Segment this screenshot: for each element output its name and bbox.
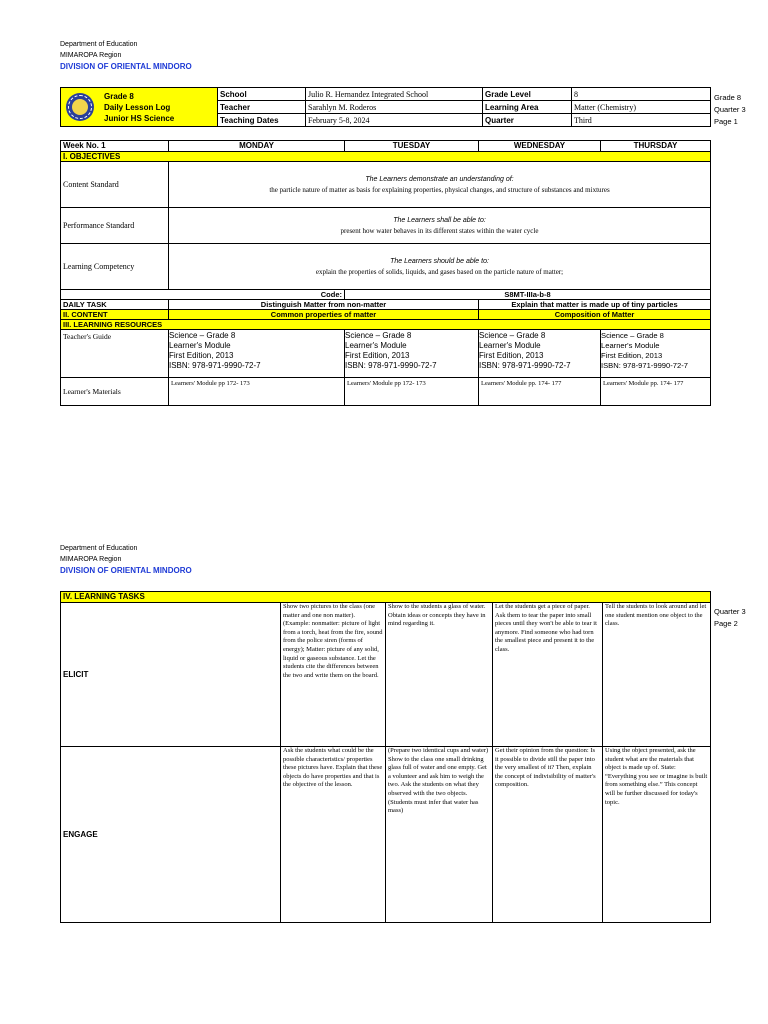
tg-line: Learner's Module xyxy=(345,341,407,350)
region-line: MIMAROPA Region xyxy=(60,52,122,59)
tg-line: Learner's Module xyxy=(601,341,660,350)
side-page: Page 1 xyxy=(714,117,738,126)
quarter-value: Third xyxy=(572,114,711,127)
grade-level-label: Grade Level xyxy=(483,88,572,101)
tg-tuesday xyxy=(345,330,479,378)
lm-thursday: Learners' Module pp. 174- 177 xyxy=(601,378,711,406)
elicit-label: ELICIT xyxy=(61,603,281,747)
logo-cell xyxy=(61,88,218,127)
tg-line: Science – Grade 8 xyxy=(169,331,236,340)
learning-tasks-table xyxy=(60,591,711,923)
page1-side-note xyxy=(714,92,746,128)
day-monday: MONDAY xyxy=(169,141,345,152)
elicit-wednesday: Let the students get a piece of paper. Ask them to tear the paper into small pieces until they won't be able to tear it anymore. Find someone who had torn the smallest piece and present it to the class. xyxy=(493,603,603,747)
elicit-tuesday: Show to the students a glass of water. Obtain ideas or concepts they have in mind regarding it. xyxy=(386,603,493,747)
content-heading: II. CONTENT xyxy=(61,310,169,320)
learners-materials-label: Learner's Materials xyxy=(61,378,169,406)
teachers-guide-label: Teacher's Guide xyxy=(61,330,169,378)
performance-standard-cell xyxy=(169,208,711,244)
level-title: Junior HS Science xyxy=(104,113,175,123)
school-value: Julio R. Hernandez Integrated School xyxy=(306,88,483,101)
engage-wednesday: Get their opinion from the question: Is it possible to divide still the paper into the very smallest of it? Then, explain the concept of indivisibility of matter's composition. xyxy=(493,747,603,923)
elicit-thursday: Tell the students to look around and let one student mention one object to the class. xyxy=(603,603,711,747)
dept-line-p2: Department of Education xyxy=(60,545,138,552)
side-grade: Grade 8 xyxy=(714,93,742,102)
teacher-value: Sarahlyn M. Roderos xyxy=(306,101,483,114)
grade-title: Grade 8 xyxy=(104,91,134,101)
dates-value: February 5-8, 2024 xyxy=(306,114,483,127)
performance-text: present how water behaves in its different states within the water cycle xyxy=(340,226,539,235)
performance-intro: The Learners shall be able to: xyxy=(393,216,486,224)
daily-task-1: Distinguish Matter from non-matter xyxy=(169,300,479,310)
content-standard-cell xyxy=(169,162,711,208)
elicit-monday: Show two pictures to the class (one matter and one non matter). (Example: nonmatter: picture of light from a torch, heat from the fire, sound from the police siren (forms of energy); Matter: picture of any solid, liquid or gaseous substance. Let the students cite the differences between the two and write them on the board. xyxy=(281,603,386,747)
objectives-heading: I. OBJECTIVES xyxy=(61,152,711,162)
side-quarter-p2: Quarter 3 xyxy=(714,607,746,616)
division-line-p2: DIVISION OF ORIENTAL MINDORO xyxy=(60,566,192,575)
tg-line: First Edition, 2013 xyxy=(345,351,410,360)
region-line-p2: MIMAROPA Region xyxy=(60,556,122,563)
area-label: Learning Area xyxy=(483,101,572,114)
tg-line: Science – Grade 8 xyxy=(345,331,412,340)
engage-thursday: Using the object presented, ask the student what are the materials that object is made up of. State: “Everything you see or imagine is built from something else.” This concept will be further discussed for today's topic. xyxy=(603,747,711,923)
engage-tuesday: (Prepare two identical cups and water) Show to the class one small drinking glass full of water and one empty. Get a volunteer and ask him to weigh the two. Ask the students on what they observed with the two objects. (Students must infer that water has mass) xyxy=(386,747,493,923)
content-2: Composition of Matter xyxy=(479,310,711,320)
engage-label: ENGAGE xyxy=(61,747,281,923)
resources-heading: III. LEARNING RESOURCES xyxy=(61,320,711,330)
side-quarter: Quarter 3 xyxy=(714,105,746,114)
engage-monday: Ask the students what could be the possible characteristics/ properties these pictures have. Explain that these objects do have properties and that is the objective of the lesson. xyxy=(281,747,386,923)
tg-line: ISBN: 978-971-9990-72-7 xyxy=(601,361,688,370)
tg-line: Learner's Module xyxy=(479,341,541,350)
content-1: Common properties of matter xyxy=(169,310,479,320)
school-label: School xyxy=(218,88,306,101)
tg-line: Science – Grade 8 xyxy=(601,331,664,340)
day-wednesday: WEDNESDAY xyxy=(479,141,601,152)
lm-tuesday: Learners' Module pp 172- 173 xyxy=(345,378,479,406)
tg-thursday xyxy=(601,330,711,378)
tg-wednesday xyxy=(479,330,601,378)
tg-line: First Edition, 2013 xyxy=(479,351,544,360)
competency-text: explain the properties of solids, liquids, and gases based on the particle nature of matter; xyxy=(315,267,564,276)
quarter-label: Quarter xyxy=(483,114,572,127)
learning-tasks-heading: IV. LEARNING TASKS xyxy=(61,592,711,603)
daily-task-2: Explain that matter is made up of tiny particles xyxy=(479,300,711,310)
code-label: Code: xyxy=(61,290,345,300)
dept-line: Department of Education xyxy=(60,41,138,48)
lm-wednesday: Learners' Module pp. 174- 177 xyxy=(479,378,601,406)
title-block-table xyxy=(60,87,711,127)
week-label: Week No. 1 xyxy=(61,141,169,152)
code-value: S8MT-IIIa-b-8 xyxy=(345,290,711,300)
performance-standard-label: Performance Standard xyxy=(61,208,169,244)
content-standard-intro: The Learners demonstrate an understanding of: xyxy=(365,175,514,183)
grade-level-value: 8 xyxy=(572,88,711,101)
tg-line: Science – Grade 8 xyxy=(479,331,546,340)
day-tuesday: TUESDAY xyxy=(345,141,479,152)
area-value: Matter (Chemistry) xyxy=(572,101,711,114)
dll-title: Daily Lesson Log xyxy=(104,102,171,112)
day-thursday: THURSDAY xyxy=(601,141,711,152)
content-standard-text: the particle nature of matter as basis for explaining properties, physical changes, and structure of substances and mixtures xyxy=(269,185,610,194)
tg-line: First Edition, 2013 xyxy=(601,351,663,360)
tg-monday xyxy=(169,330,345,378)
tg-line: ISBN: 978-971-9990-72-7 xyxy=(479,361,571,370)
lm-monday: Learners' Module pp 172- 173 xyxy=(169,378,345,406)
tg-line: First Edition, 2013 xyxy=(169,351,234,360)
division-line: DIVISION OF ORIENTAL MINDORO xyxy=(60,62,192,71)
teacher-label: Teacher xyxy=(218,101,306,114)
tg-line: ISBN: 978-971-9990-72-7 xyxy=(169,361,261,370)
competency-cell xyxy=(169,244,711,290)
dates-label: Teaching Dates xyxy=(218,114,306,127)
side-page-p2: Page 2 xyxy=(714,619,738,628)
competency-intro: The Learners should be able to: xyxy=(390,257,489,265)
deped-seal-icon xyxy=(66,93,94,121)
page2-side-note xyxy=(714,606,746,630)
competency-label: Learning Competency xyxy=(61,244,169,290)
daily-task-label: DAILY TASK xyxy=(61,300,169,310)
week-table xyxy=(60,140,711,406)
tg-line: Learner's Module xyxy=(169,341,231,350)
tg-line: ISBN: 978-971-9990-72-7 xyxy=(345,361,437,370)
content-standard-label: Content Standard xyxy=(61,162,169,208)
